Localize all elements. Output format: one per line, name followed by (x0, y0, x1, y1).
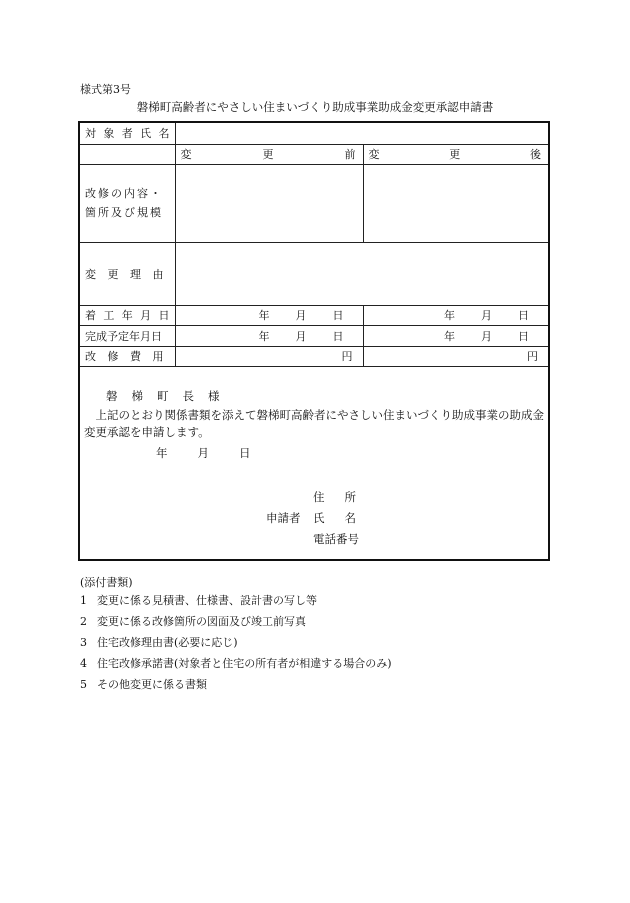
applicant-name-label: 対 象 者 氏 名 (80, 123, 175, 144)
attachments-list (80, 590, 392, 695)
after-change-header: 変 更 後 (363, 144, 548, 164)
content-label: 改修の内容・箇所及び規模 (80, 164, 175, 242)
application-form (78, 121, 550, 561)
start-date-after-field[interactable]: 年 月 日 (363, 305, 548, 325)
cost-after-field[interactable]: 円 (363, 346, 548, 366)
start-date-before-field[interactable]: 年 月 日 (175, 305, 363, 325)
applicant-label: 申請者 (266, 511, 301, 525)
applicant-address-label: 住所 (313, 490, 376, 504)
applicant-name-row (80, 123, 548, 144)
start-date-row (80, 305, 548, 325)
reason-field[interactable] (175, 242, 548, 305)
document-title: 磐梯町高齢者にやさしい住まいづくり助成事業助成金変更承認申請書 (136, 100, 494, 114)
cost-before-field[interactable]: 円 (175, 346, 363, 366)
completion-date-before-field[interactable]: 年 月 日 (175, 325, 363, 346)
attachments-heading: (添付書類) (80, 576, 133, 589)
content-row (80, 164, 548, 242)
applicant-name-signature-label: 氏名 (313, 511, 376, 525)
cost-label: 改 修 費 用 (80, 346, 175, 366)
application-date[interactable]: 年 月 日 (156, 446, 251, 460)
change-details-table (80, 123, 548, 367)
completion-date-label: 完成予定年月日 (80, 325, 175, 346)
reason-label: 変 更 理 由 (80, 242, 175, 305)
attachment-item: 5 その他変更に係る書類 (80, 678, 207, 691)
applicant-name-field[interactable] (175, 123, 548, 144)
completion-date-after-field[interactable]: 年 月 日 (363, 325, 548, 346)
attachment-item: 3 住宅改修理由書(必要に応じ) (80, 636, 238, 649)
header-blank-cell (80, 144, 175, 164)
statement-body: 上記のとおり関係書類を添えて磐梯町高齢者にやさしい住まいづくり助成事業の助成金変更承認を申請します。 (84, 408, 544, 439)
content-before-field[interactable] (175, 164, 363, 242)
cost-row (80, 346, 548, 366)
content-after-field[interactable] (363, 164, 548, 242)
start-date-label: 着 工 年 月 日 (80, 305, 175, 325)
before-change-header: 変 更 前 (175, 144, 363, 164)
reason-row (80, 242, 548, 305)
before-after-header-row (80, 144, 548, 164)
completion-date-row (80, 325, 548, 346)
form-number: 様式第3号 (80, 83, 131, 96)
addressee: 磐梯町長様 (106, 389, 234, 403)
attachment-item: 1 変更に係る見積書、仕様書、設計書の写し等 (80, 594, 317, 607)
attachment-item: 2 変更に係る改修箇所の図面及び竣工前写真 (80, 615, 306, 628)
attachment-item: 4 住宅改修承諾書(対象者と住宅の所有者が相違する場合のみ) (80, 657, 392, 670)
applicant-phone-label: 電話番号 (313, 532, 359, 546)
